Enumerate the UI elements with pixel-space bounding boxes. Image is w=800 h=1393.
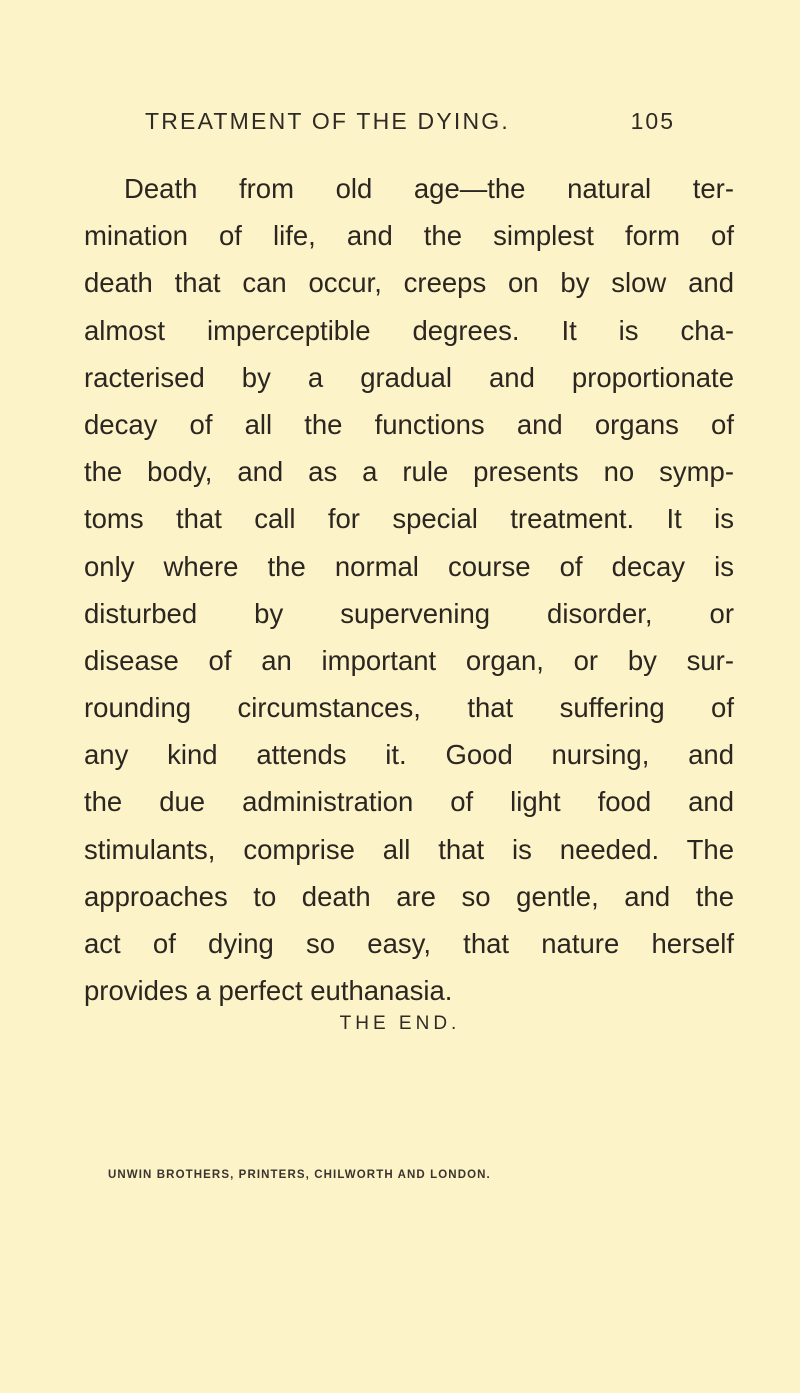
body-paragraph <box>84 165 734 1014</box>
text-line: the body, and as a rule presents no symp- <box>84 456 734 488</box>
text-line: approaches to death are so gentle, and the <box>84 880 734 912</box>
running-head <box>145 108 675 142</box>
text-line-last: provides a perfect euthanasia. <box>84 975 453 1007</box>
text-line: almost imperceptible degrees. It is cha- <box>84 314 734 346</box>
text-line: disturbed by supervening disorder, or <box>84 597 734 629</box>
text-line: death that can occur, creeps on by slow and <box>84 267 734 299</box>
text-line: decay of all the functions and organs of <box>84 408 734 440</box>
text-line: the due administration of light food and <box>84 786 734 818</box>
page-number: 105 <box>630 108 675 134</box>
printer-imprint: UNWIN BROTHERS, PRINTERS, CHILWORTH AND LONDON. <box>108 1169 491 1181</box>
text-line: mination of life, and the simplest form of <box>84 220 734 252</box>
text-line: Death from old age—the natural ter- <box>124 173 734 204</box>
the-end-heading: THE END. <box>339 1013 461 1034</box>
text-line: any kind attends it. Good nursing, and <box>84 739 734 771</box>
text-line: toms that call for special treatment. It is <box>84 503 734 535</box>
text-line: racterised by a gradual and proportionate <box>84 361 734 393</box>
text-line: act of dying so easy, that nature herself <box>84 928 734 959</box>
running-title: TREATMENT OF THE DYING. <box>145 108 510 134</box>
text-line: rounding circumstances, that suffering of <box>84 692 734 724</box>
text-line: stimulants, comprise all that is needed. The <box>84 833 734 865</box>
text-line: only where the normal course of decay is <box>84 550 734 582</box>
text-line: disease of an important organ, or by sur- <box>84 644 734 676</box>
